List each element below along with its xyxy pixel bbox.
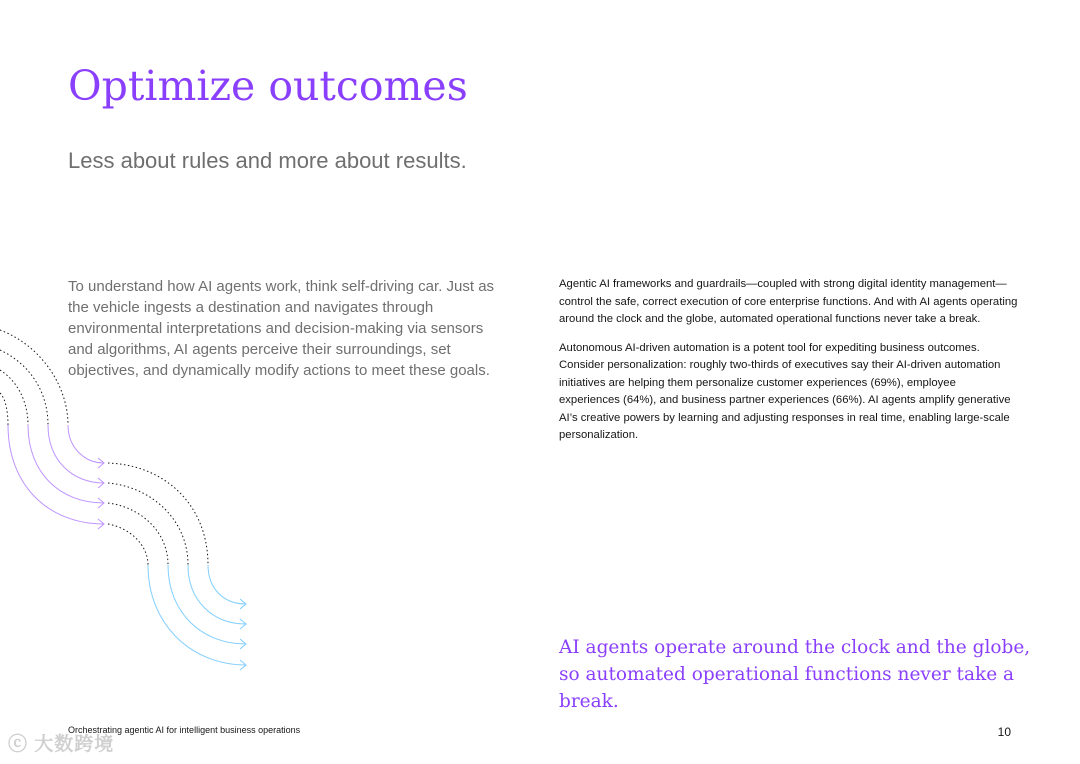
pull-quote: AI agents operate around the clock and the globe, so automated operational functions never take a break. [559,637,1031,712]
watermark-text: 大数跨境 [34,734,115,755]
purple-arrowheads [98,458,104,529]
page-subtitle: Less about rules and more about results. [68,148,467,173]
watermark [8,729,114,756]
body-paragraph-2: Autonomous AI-driven automation is a potent tool for expediting business outcomes. Consider personalization: roughly two-thirds of executives say their AI-driven automation initiatives are helping them personalize customer experiences (69%), employee experiences (64%), and business partner experiences (66%). AI agents amplify generative AI’s creative powers by learning and adjusting responses in real time, enabling large-scale personalization. [559,341,1011,441]
footer-document-title: Orchestrating agentic AI for intelligent business operations [68,725,301,735]
blue-arcs [148,565,246,665]
dotted-arcs-middle [108,463,208,565]
watermark-logo-icon: ⓒ [8,734,29,755]
flow-arrows-graphic [0,325,260,675]
intro-paragraph: To understand how AI agents work, think self-driving car. Just as the vehicle ingests a destination and navigates through environmental interpretations and decision-making via sensors and algorithms, AI agents perceive their surroundings, set objectives, and dynamically modify actions to meet these goals. [68,278,495,379]
body-paragraph-1: Agentic AI frameworks and guardrails—coupled with strong digital identity management—control the safe, correct execution of core enterprise functions. And with AI agents operating around the clock and the globe, automated operational functions never take a break. [559,278,1018,325]
page-number: 10 [997,725,1011,739]
purple-arcs [8,425,104,524]
page-title: Optimize outcomes [68,62,468,110]
dotted-arcs-left [0,330,68,425]
body-column [559,276,1019,456]
blue-arrowheads [240,599,246,670]
